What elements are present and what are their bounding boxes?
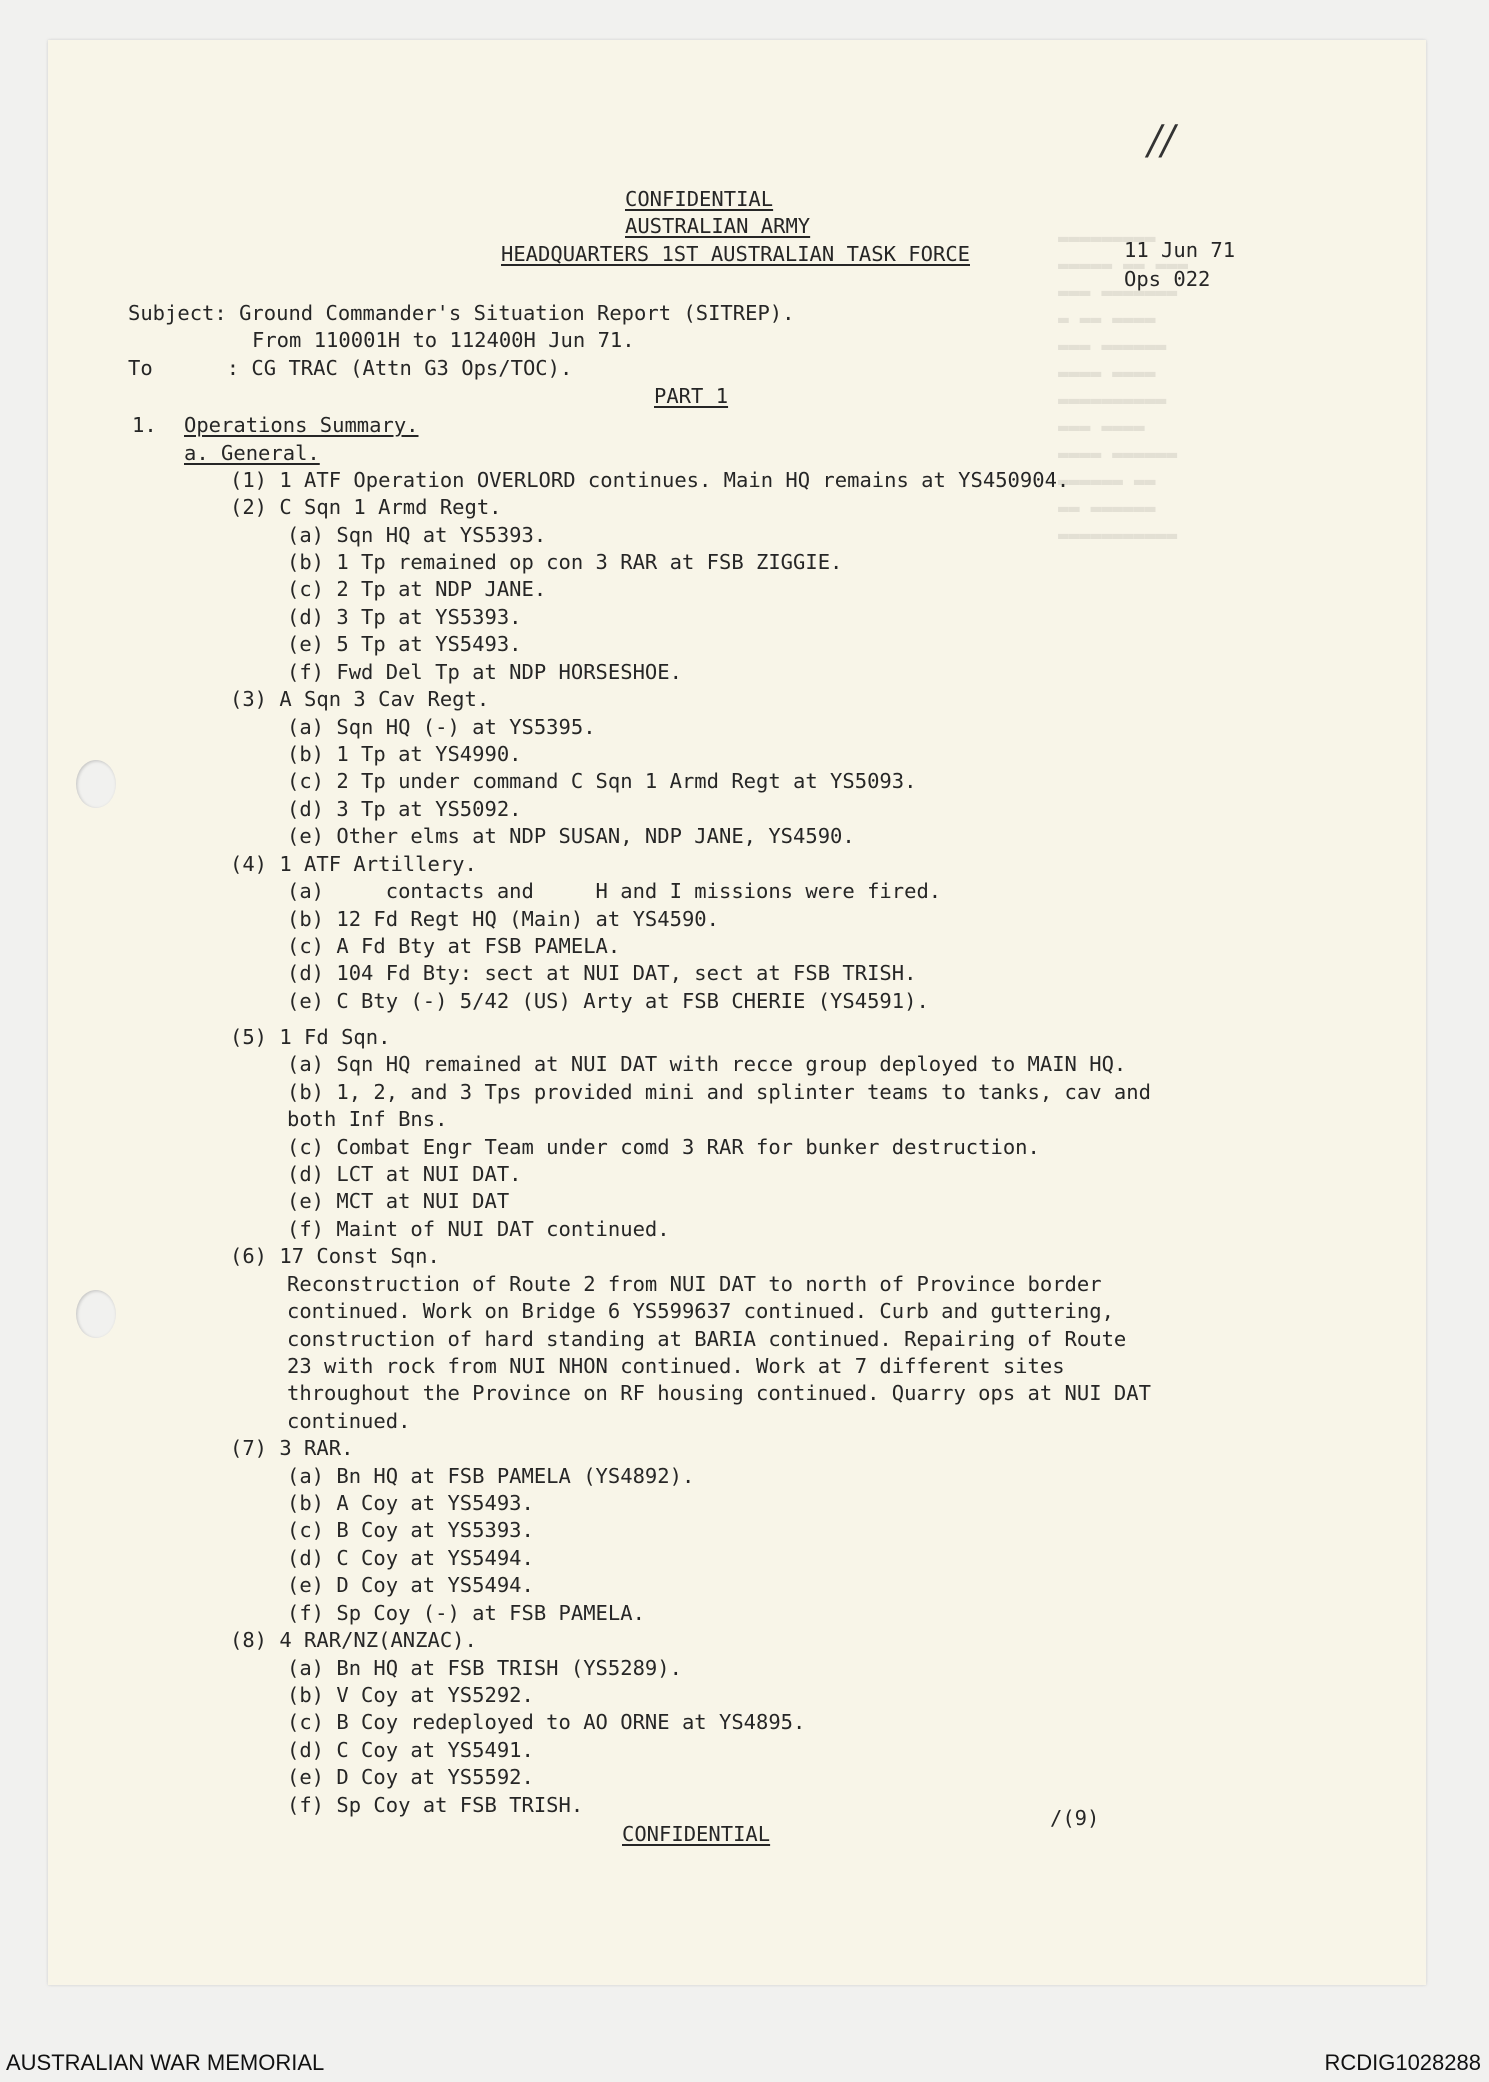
classification-top: CONFIDENTIAL bbox=[625, 187, 774, 211]
bleed-through-shadow: ▬▬▬▬▬▬▬▬▬ ▬▬▬▬▬ ▬▬ ▬▬▬ ▬▬▬ ▬▬▬▬▬▬▬ ▬ ▬▬ ▬▬▬▬ ▬▬▬ ▬▬▬▬▬▬ ▬▬▬▬ ▬▬▬▬ ▬▬▬▬▬▬▬▬▬▬ ▬▬▬ ▬▬▬▬ ▬▬▬▬ ▬▬▬▬▬▬ ▬▬▬▬▬▬ ▬▬ ▬▬ ▬▬▬▬▬▬ ▬▬▬▬▬▬▬▬▬▬▬ bbox=[1058, 228, 1189, 546]
report-line: (d) LCT at NUI DAT. bbox=[287, 1162, 522, 1186]
report-line: construction of hard standing at BARIA continued. Repairing of Route bbox=[287, 1327, 1127, 1351]
report-line: (c) B Coy at YS5393. bbox=[287, 1518, 534, 1542]
report-line: (e) D Coy at YS5592. bbox=[287, 1765, 534, 1789]
report-line: (a) Sqn HQ remained at NUI DAT with recce group deployed to MAIN HQ. bbox=[287, 1052, 1127, 1076]
subject-line: Subject: Ground Commander's Situation Report (SITREP). bbox=[128, 301, 795, 325]
report-line: throughout the Province on RF housing continued. Quarry ops at NUI DAT bbox=[287, 1381, 1151, 1405]
to-line: To : CG TRAC (Attn G3 Ops/TOC). bbox=[128, 356, 573, 380]
part-title: PART 1 bbox=[654, 384, 729, 408]
report-line: (c) Combat Engr Team under comd 3 RAR for bunker destruction. bbox=[287, 1135, 1040, 1159]
report-line: Reconstruction of Route 2 from NUI DAT to north of Province border bbox=[287, 1272, 1102, 1296]
report-line: (a) contacts and H and I missions were fired. bbox=[287, 879, 942, 903]
report-line: (a) Bn HQ at FSB TRISH (YS5289). bbox=[287, 1656, 682, 1680]
report-line: (b) 1 Tp at YS4990. bbox=[287, 742, 522, 766]
report-line: (b) 1 Tp remained op con 3 RAR at FSB ZIGGIE. bbox=[287, 550, 843, 574]
punch-hole bbox=[76, 760, 116, 808]
report-line: (c) 2 Tp under command C Sqn 1 Armd Regt at YS5093. bbox=[287, 769, 917, 793]
report-line: (f) Sp Coy at FSB TRISH. bbox=[287, 1793, 584, 1817]
report-line: (c) B Coy redeployed to AO ORNE at YS4895. bbox=[287, 1710, 806, 1734]
report-line: Operations Summary. bbox=[184, 413, 419, 437]
report-line: (3) A Sqn 3 Cav Regt. bbox=[230, 687, 490, 711]
report-line: (e) MCT at NUI DAT bbox=[287, 1189, 510, 1213]
report-line: (6) 17 Const Sqn. bbox=[230, 1244, 440, 1268]
report-line: (d) 3 Tp at YS5092. bbox=[287, 797, 522, 821]
report-line: (c) 2 Tp at NDP JANE. bbox=[287, 577, 547, 601]
report-line: (2) C Sqn 1 Armd Regt. bbox=[230, 495, 502, 519]
footer-id: RCDIG1028288 bbox=[1324, 2050, 1481, 2075]
report-line: (a) Sqn HQ at YS5393. bbox=[287, 523, 547, 547]
report-line: (5) 1 Fd Sqn. bbox=[230, 1025, 391, 1049]
report-line: (b) V Coy at YS5292. bbox=[287, 1683, 534, 1707]
report-line: (a) Sqn HQ (-) at YS5395. bbox=[287, 715, 596, 739]
report-line: (a) Bn HQ at FSB PAMELA (YS4892). bbox=[287, 1464, 695, 1488]
doc-ref: Ops 022 bbox=[1124, 267, 1211, 291]
report-line: both Inf Bns. bbox=[287, 1107, 448, 1131]
report-line: (4) 1 ATF Artillery. bbox=[230, 852, 477, 876]
report-line: (e) D Coy at YS5494. bbox=[287, 1573, 534, 1597]
continuation-marker: /(9) bbox=[1050, 1806, 1100, 1830]
report-line: (1) 1 ATF Operation OVERLORD continues. Main HQ remains at YS450904. bbox=[230, 468, 1070, 492]
report-line: (d) 104 Fd Bty: sect at NUI DAT, sect at FSB TRISH. bbox=[287, 961, 917, 985]
report-line: (c) A Fd Bty at FSB PAMELA. bbox=[287, 934, 621, 958]
report-line: continued. bbox=[287, 1409, 411, 1433]
report-line: (7) 3 RAR. bbox=[230, 1436, 354, 1460]
report-line: (e) C Bty (-) 5/42 (US) Arty at FSB CHERIE (YS4591). bbox=[287, 989, 929, 1013]
doc-date: 11 Jun 71 bbox=[1124, 238, 1236, 262]
period-line: From 110001H to 112400H Jun 71. bbox=[252, 328, 635, 352]
report-line: (d) C Coy at YS5491. bbox=[287, 1738, 534, 1762]
report-line: (f) Maint of NUI DAT continued. bbox=[287, 1217, 670, 1241]
report-line: continued. Work on Bridge 6 YS599637 continued. Curb and guttering, bbox=[287, 1299, 1114, 1323]
report-line: 1. bbox=[132, 413, 157, 437]
punch-hole bbox=[76, 1290, 116, 1338]
report-line: (b) A Coy at YS5493. bbox=[287, 1491, 534, 1515]
report-line: (e) Other elms at NDP SUSAN, NDP JANE, YS4590. bbox=[287, 824, 855, 848]
hq-line: HEADQUARTERS 1ST AUSTRALIAN TASK FORCE bbox=[501, 242, 970, 266]
org-line: AUSTRALIAN ARMY bbox=[625, 214, 811, 238]
classification-bottom: CONFIDENTIAL bbox=[622, 1822, 771, 1846]
handwritten-page-mark: // bbox=[1148, 118, 1175, 164]
report-line: a. General. bbox=[184, 441, 320, 465]
report-line: (e) 5 Tp at YS5493. bbox=[287, 632, 522, 656]
report-line: (b) 1, 2, and 3 Tps provided mini and splinter teams to tanks, cav and bbox=[287, 1080, 1151, 1104]
footer-source: AUSTRALIAN WAR MEMORIAL bbox=[6, 2050, 325, 2075]
report-line: (8) 4 RAR/NZ(ANZAC). bbox=[230, 1628, 477, 1652]
report-line: (f) Fwd Del Tp at NDP HORSESHOE. bbox=[287, 660, 682, 684]
report-line: (d) 3 Tp at YS5393. bbox=[287, 605, 522, 629]
report-line: 23 with rock from NUI NHON continued. Work at 7 different sites bbox=[287, 1354, 1065, 1378]
report-line: (d) C Coy at YS5494. bbox=[287, 1546, 534, 1570]
report-line: (b) 12 Fd Regt HQ (Main) at YS4590. bbox=[287, 907, 719, 931]
report-line: (f) Sp Coy (-) at FSB PAMELA. bbox=[287, 1601, 645, 1625]
